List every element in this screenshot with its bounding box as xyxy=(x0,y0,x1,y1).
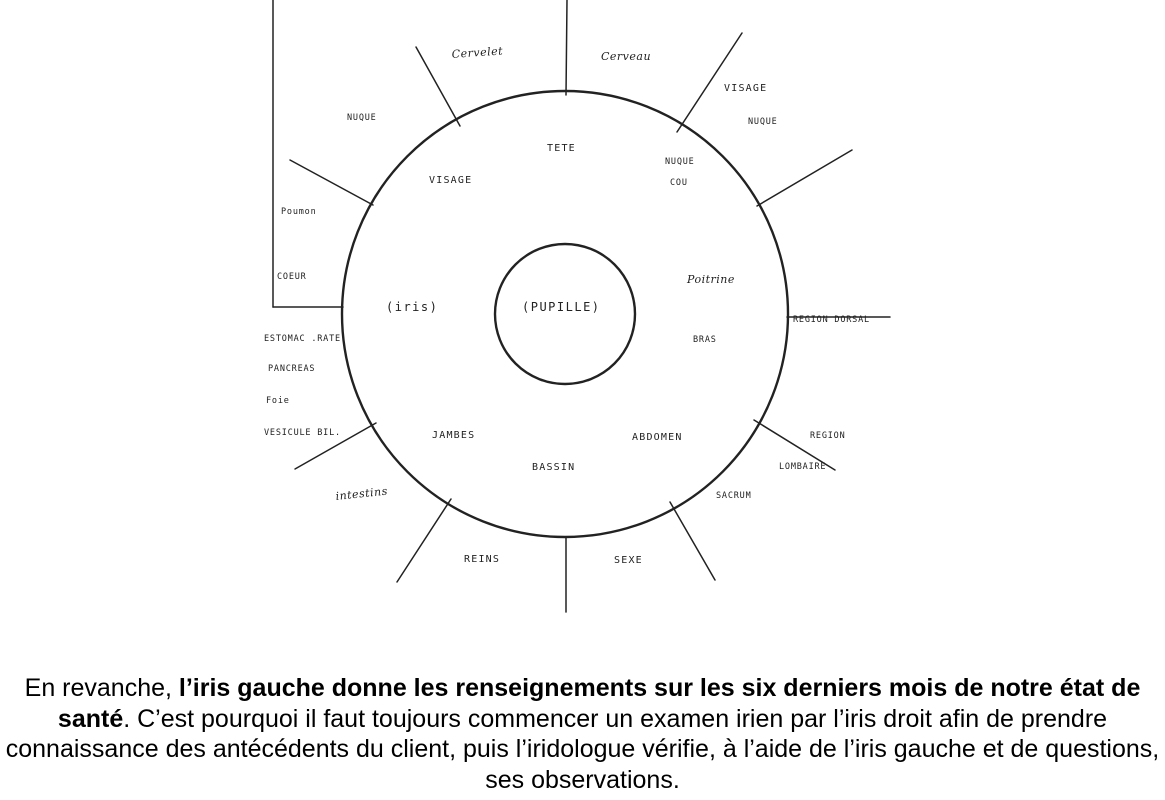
label-tete: TETE xyxy=(547,143,576,154)
caption-intro: En revanche, xyxy=(24,674,179,702)
label-pupille: (PUPILLE) xyxy=(522,300,601,314)
label-nuque-cou-2: COU xyxy=(670,178,688,188)
label-cervelet: Cervelet xyxy=(451,44,504,61)
label-sexe: SEXE xyxy=(614,555,643,566)
label-cerveau: Cerveau xyxy=(601,50,652,63)
label-poitrine: Poitrine xyxy=(687,273,735,286)
label-nuque-cou-1: NUQUE xyxy=(665,157,695,167)
label-nuque-right: NUQUE xyxy=(748,117,778,127)
label-foie: Foie xyxy=(266,396,290,406)
divider-line-top xyxy=(566,0,567,95)
label-region-lombaire-2: LOMBAIRE xyxy=(779,462,827,472)
label-pancreas: PANCREAS xyxy=(268,364,316,374)
label-region-lombaire-1: REGION xyxy=(810,431,846,441)
caption-bold-statement: l’iris gauche donne les renseignements sur les six derniers mois de notre état de santé xyxy=(57,674,1141,733)
label-reins: REINS xyxy=(464,554,501,565)
divider-line-right-upper xyxy=(757,150,852,206)
label-iris: (iris) xyxy=(386,300,439,314)
divider-line-lower-right xyxy=(670,502,715,580)
label-bras: BRAS xyxy=(693,335,717,345)
label-region-dorsale: REGION DORSAL xyxy=(793,315,870,325)
label-coeur: COEUR xyxy=(277,272,307,282)
label-visage-inner: VISAGE xyxy=(429,175,473,186)
divider-line-lower-left xyxy=(397,499,451,582)
caption-paragraph xyxy=(0,673,1165,795)
label-estomac-rate: ESTOMAC .RATE xyxy=(264,334,341,344)
divider-line-left-upper xyxy=(290,160,373,205)
label-vesicule: VESICULE BIL. xyxy=(264,428,341,438)
label-visage-right: VISAGE xyxy=(724,83,768,94)
label-nuque-left: NUQUE xyxy=(347,113,377,123)
label-jambes: JAMBES xyxy=(432,430,476,441)
label-abdomen: ABDOMEN xyxy=(632,432,683,443)
label-sacrum: SACRUM xyxy=(716,491,752,501)
label-poumon: Poumon xyxy=(281,207,317,217)
label-bassin: BASSIN xyxy=(532,462,576,473)
label-intestins: intestins xyxy=(334,484,389,503)
pupil-circle xyxy=(495,244,635,384)
caption-rest: . C’est pourquoi il faut toujours commencer un examen irien par l’iris droit afin de prendre connaissance des antécédents du client, puis l’iridologue vérifie, à l’aide de l’iris gauche et de questions, ses observations. xyxy=(5,704,1160,794)
